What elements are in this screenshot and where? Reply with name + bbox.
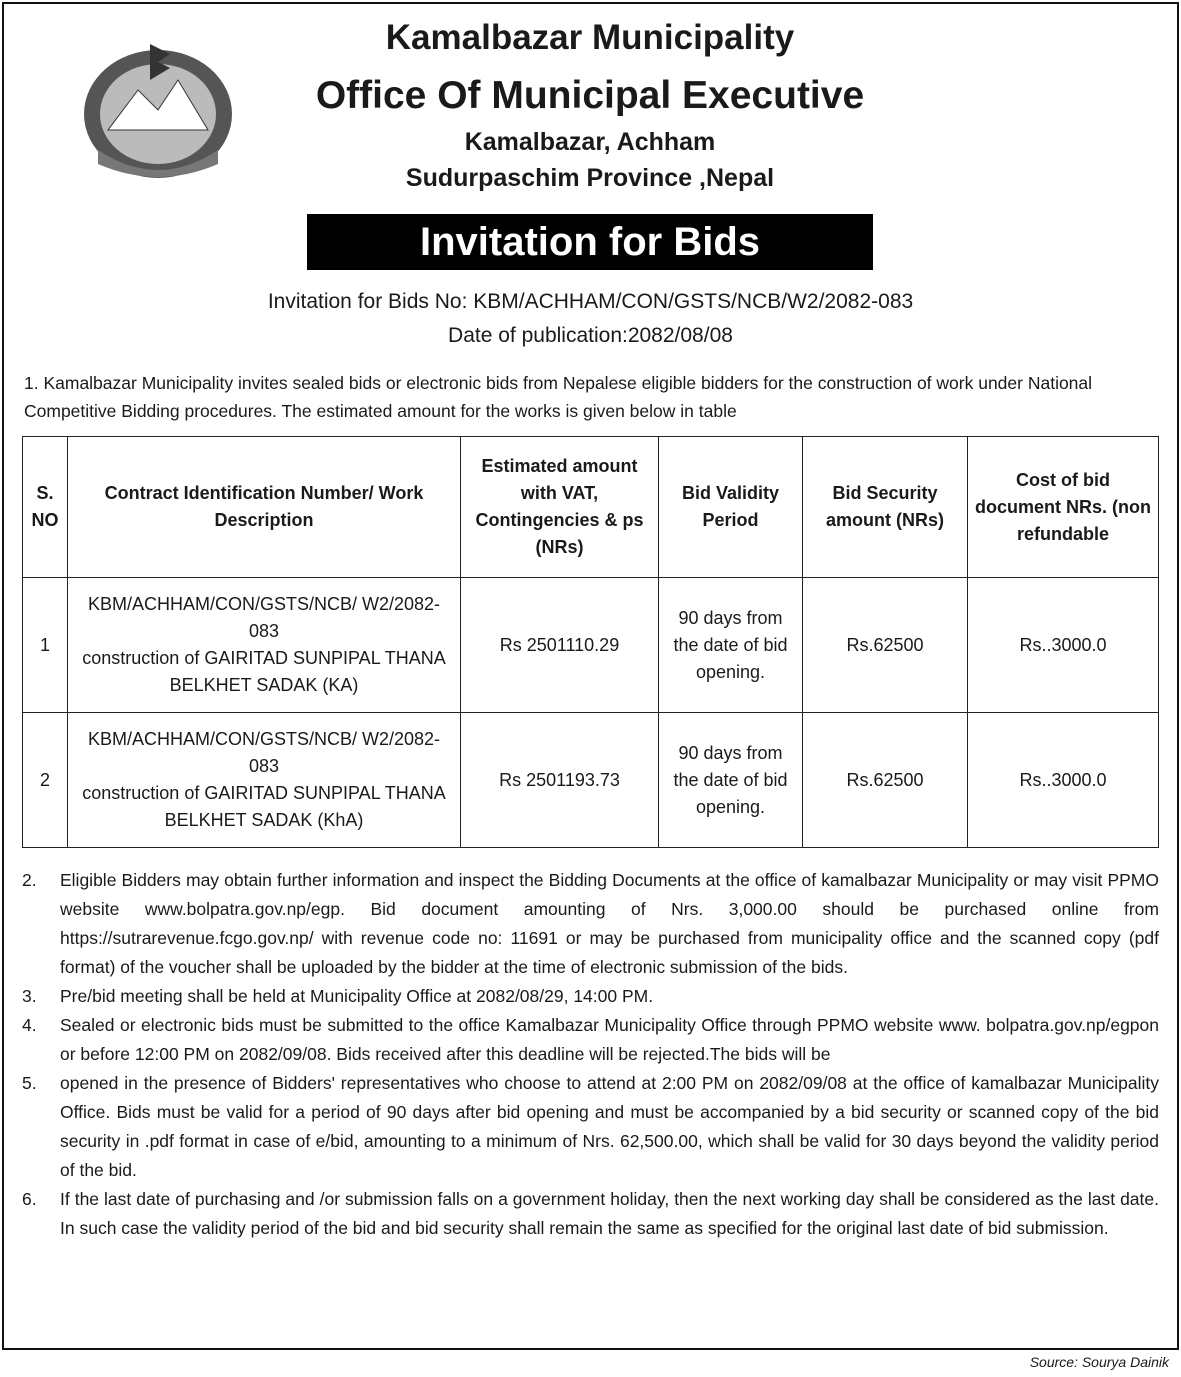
bid-table [22, 436, 1159, 848]
clause [22, 982, 1159, 1011]
work-description: construction of GAIRITAD SUNPIPAL THANA BELKHET SADAK (KA) [82, 648, 446, 695]
cell-amount: Rs 2501193.73 [461, 713, 659, 848]
cell-validity: 90 days from the date of bid opening. [659, 578, 803, 713]
clause-number: 6. [22, 1189, 37, 1209]
clauses-list [22, 866, 1159, 1243]
clause-number: 4. [22, 1015, 37, 1035]
cell-contract [68, 713, 461, 848]
col-estimated-amount: Estimated amount with VAT, Contingencies & ps (NRs) [461, 437, 659, 578]
province: Sudurpaschim Province ,Nepal [405, 164, 775, 192]
bid-reference-number: Invitation for Bids No: KBM/ACHHAM/CON/GSTS/NCB/W2/2082-083 [267, 290, 914, 313]
source-credit: Source: Sourya Dainik [1029, 1354, 1169, 1370]
clause [22, 1011, 1159, 1069]
clause [22, 1185, 1159, 1243]
clause [22, 1069, 1159, 1185]
table-row [23, 578, 1159, 713]
cell-security: Rs.62500 [803, 713, 968, 848]
cell-validity: 90 days from the date of bid opening. [659, 713, 803, 848]
work-description: construction of GAIRITAD SUNPIPAL THANA BELKHET SADAK (KhA) [82, 783, 446, 830]
clause [22, 866, 1159, 982]
clause-text: Eligible Bidders may obtain further information and inspect the Bidding Documents at the office of kamalbazar Municipality or may visit PPMO website www.bolpatra.gov.np/egp. Bid document amounting of Nrs. 3,000.00 should be purchased online from https://sutrarevenue.fcgo.gov.np/ with revenue code no: 11691 or may be purchased from municipality office and the scanned copy (pdf format) of the voucher shall be uploaded by the bidder at the time of electronic submission of the bids. [60, 870, 1159, 977]
contract-id: KBM/ACHHAM/CON/GSTS/NCB/ W2/2082-083 [87, 729, 441, 776]
office-location: Kamalbazar, Achham [464, 128, 716, 156]
col-cost: Cost of bid document NRs. (non refundable [968, 437, 1159, 578]
notice-title: Invitation for Bids [307, 214, 873, 270]
nepal-emblem-icon [78, 40, 238, 182]
cell-security: Rs.62500 [803, 578, 968, 713]
intro-paragraph: 1. Kamalbazar Municipality invites sealed bids or electronic bids from Nepalese eligible bidders for the construction of work under National Competitive Bidding procedures. The estimated amount for the works is given below in table [24, 373, 1093, 421]
col-validity: Bid Validity Period [659, 437, 803, 578]
table-row [23, 713, 1159, 848]
publication-date: Date of publication:2082/08/08 [448, 324, 733, 347]
clause-number: 2. [22, 870, 37, 890]
clause-number: 3. [22, 986, 37, 1006]
cell-sno: 2 [23, 713, 68, 848]
clause-text: Pre/bid meeting shall be held at Municipality Office at 2082/08/29, 14:00 PM. [60, 986, 654, 1006]
cell-cost: Rs..3000.0 [968, 578, 1159, 713]
col-security: Bid Security amount (NRs) [803, 437, 968, 578]
cell-cost: Rs..3000.0 [968, 713, 1159, 848]
col-sno: S. NO [23, 437, 68, 578]
office-name: Office Of Municipal Executive [315, 74, 865, 117]
municipality-name: Kamalbazar Municipality [385, 18, 795, 57]
cell-sno: 1 [23, 578, 68, 713]
cell-contract [68, 578, 461, 713]
col-contract: Contract Identification Number/ Work Description [68, 437, 461, 578]
clause-number: 5. [22, 1073, 37, 1093]
clause-text: If the last date of purchasing and /or submission falls on a government holiday, then the next working day shall be considered as the last date. In such case the validity period of the bid and bid security shall remain the same as specified for the original last date of bid submission. [60, 1189, 1159, 1238]
contract-id: KBM/ACHHAM/CON/GSTS/NCB/ W2/2082-083 [87, 594, 441, 641]
table-header-row [23, 437, 1159, 578]
cell-amount: Rs 2501110.29 [461, 578, 659, 713]
clause-text: Sealed or electronic bids must be submitted to the office Kamalbazar Municipality Office through PPMO website www. bolpatra.gov.np/egpon or before 12:00 PM on 2082/09/08. Bids received after this deadline will be rejected.The bids will be [60, 1015, 1159, 1064]
clause-text: opened in the presence of Bidders' representatives who choose to attend at 2:00 PM on 2082/09/08 at the office of kamalbazar Municipality Office. Bids must be valid for a period of 90 days after bid opening and must be accompanied by a bid security or scanned copy of the bid security in .pdf format in case of e/bid, amounting to a minimum of Nrs. 62,500.00, which shall be valid for 30 days beyond the validity period of the bid. [60, 1073, 1159, 1180]
